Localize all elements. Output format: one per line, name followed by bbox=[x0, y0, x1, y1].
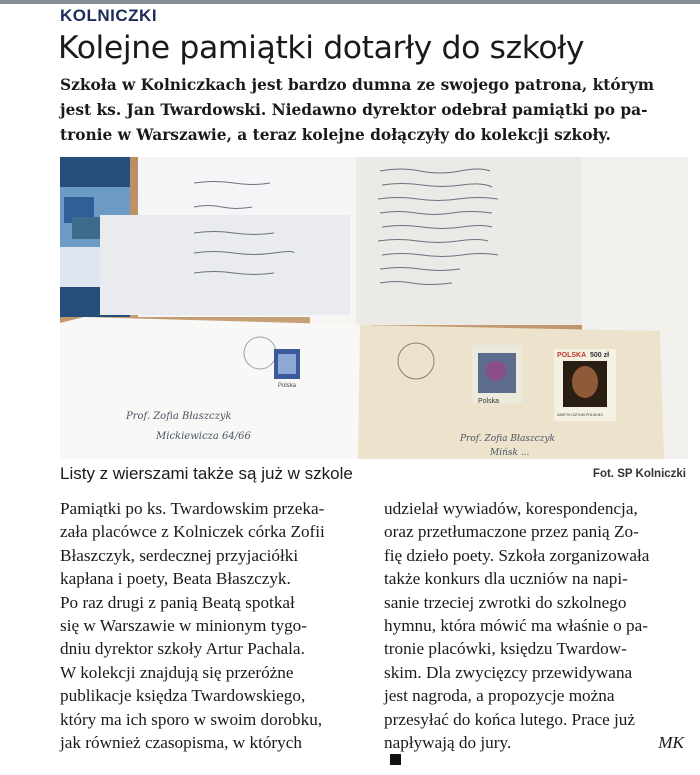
body-line: Błaszczyk, serdecznej przyjaciółki bbox=[60, 545, 299, 565]
lead-line: Szkoła w Kolniczkach jest bardzo dumna ze swojego patrona, którym bbox=[60, 76, 654, 94]
end-mark-icon bbox=[390, 754, 401, 765]
body-line: udzielał wywiadów, korespondencja, bbox=[384, 499, 638, 518]
body-line: sanie trzeciej zwrotki do szkolnego bbox=[384, 592, 627, 612]
stamp-label: Polska bbox=[478, 398, 500, 405]
body-line: jak również czasopisma, w których bbox=[60, 733, 302, 753]
article-column-2 bbox=[384, 497, 690, 765]
body-line: skim. Dla zwycięzcy przewidywana bbox=[384, 662, 633, 682]
body-line: jest nagroda, a propozycje można bbox=[384, 686, 615, 706]
body-line: się w Warszawie w minionym tygo- bbox=[60, 616, 307, 636]
stamp-label: Polska bbox=[278, 383, 297, 389]
envelope-address-line: Prof. Zofia Błaszczyk bbox=[126, 411, 232, 422]
body-line: publikacje księdza Twardowskiego, bbox=[60, 686, 306, 706]
body-line: Po raz drugi z panią Beatą spotkał bbox=[60, 592, 295, 612]
envelope-right bbox=[358, 325, 664, 459]
envelope-address-line: Mickiewicza 64/66 bbox=[156, 431, 251, 442]
photo-credit: Fot. SP Kolniczki bbox=[592, 468, 686, 480]
body-line: W kolekcji znajdują się przeróżne bbox=[60, 662, 294, 682]
article-lead bbox=[60, 73, 690, 148]
stamp-country: POLSKA bbox=[557, 352, 587, 359]
body-line: kapłana i poety, Beata Błaszczyk. bbox=[60, 569, 291, 589]
final-line-row bbox=[384, 731, 690, 765]
body-line: Pamiątki po ks. Twardowskim przeka- bbox=[60, 499, 325, 518]
article-headline: Kolejne pamiątki dotarły do szkoły bbox=[58, 30, 585, 66]
article-column-1 bbox=[60, 497, 362, 754]
author-initials: MK bbox=[658, 733, 684, 753]
top-rule bbox=[0, 0, 700, 4]
article-photo bbox=[60, 157, 688, 459]
body-line: napływają do jury. bbox=[384, 733, 512, 753]
body-line: oraz przetłumaczone przez panią Zo- bbox=[384, 522, 639, 542]
letter-page bbox=[100, 157, 356, 317]
envelope-left bbox=[60, 317, 370, 459]
lead-line: jest ks. Jan Twardowski. Niedawno dyrektor odebrał pamiątki po pa- bbox=[60, 101, 648, 119]
lead-line: tronie w Warszawie, a teraz kolejne dołączyły do kolekcji szkoły. bbox=[60, 126, 611, 144]
body-line: zała placówce z Kolniczek córka Zofii bbox=[60, 522, 325, 542]
stamp-small-text: ZABYTKI SZTUKI POLSKIEJ bbox=[557, 413, 603, 417]
section-label: KOLNICZKI bbox=[60, 6, 158, 25]
envelope-address-line: Mińsk ... bbox=[490, 448, 530, 458]
body-line: fię dzieło poety. Szkoła zorganizowała bbox=[384, 545, 650, 565]
stamp-value: 500 zł bbox=[590, 352, 610, 359]
body-line: także konkurs dla uczniów na napi- bbox=[384, 569, 628, 589]
photo-caption: Listy z wierszami także są już w szkole bbox=[60, 464, 353, 483]
body-line: hymnu, która mówić ma właśnie o pa- bbox=[384, 616, 648, 636]
body-line: który ma ich sporo w swoim dorobku, bbox=[60, 709, 323, 729]
body-line: przesyłać do końca lutego. Prace już bbox=[384, 709, 636, 729]
body-line: dniu dyrektor szkoły Artur Pachala. bbox=[60, 639, 305, 659]
envelope-address-line: Prof. Zofia Błaszczyk bbox=[460, 434, 555, 444]
body-line: tronie placówki, księdzu Twardow- bbox=[384, 639, 627, 659]
